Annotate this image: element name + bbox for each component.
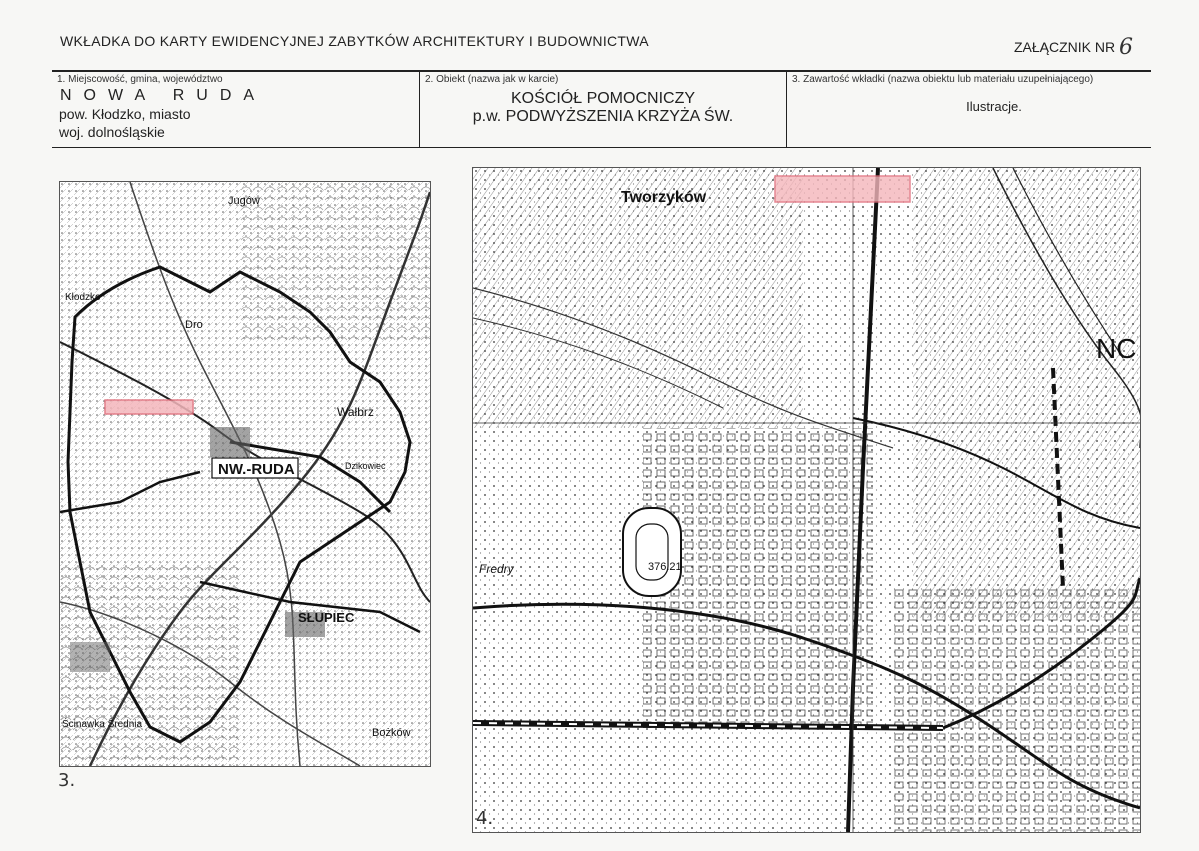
- annex-number: 6: [1119, 35, 1134, 60]
- locality-cell: [52, 72, 419, 147]
- map-label-klodzko: Kłodzko: [65, 292, 101, 303]
- voivodeship-line: woj. dolnośląskie: [59, 124, 165, 140]
- church-location-highlight: [105, 400, 193, 414]
- map-label-slupiec: SŁUPIEC: [298, 610, 355, 625]
- map-label-bozkow: Bożków: [372, 727, 411, 739]
- map-label-scinawka: Ścinawka Średnia: [62, 719, 143, 730]
- locality-label: 1. Miejscowość, gmina, województwo: [57, 74, 223, 85]
- map-label-nc: NC: [1096, 333, 1137, 364]
- map-label-tworzykow: Tworzyków: [621, 189, 707, 206]
- figure-4-label: 4.: [476, 808, 494, 829]
- map-label-walbrz: Wałbrz: [337, 405, 374, 419]
- map-label-fredry: Fredry: [479, 562, 514, 576]
- content-value: Ilustracje.: [966, 99, 1022, 114]
- town-label: NW.-RUDA: [218, 461, 295, 478]
- content-cell: [786, 72, 1151, 147]
- city-map-drawing: [473, 168, 1140, 832]
- annex-label: [1014, 33, 1133, 58]
- form-table: [52, 70, 1151, 148]
- map-label-elevation: 376.21: [648, 561, 682, 573]
- regional-map: [59, 181, 431, 767]
- map-label-dzikowiec: Dzikowiec: [345, 461, 386, 471]
- figure-3-label: 3.: [58, 770, 76, 791]
- locality-name: NOWA RUDA: [60, 87, 267, 104]
- church-location-highlight: [775, 176, 910, 202]
- object-dedication: p.w. PODWYŻSZENIA KRZYŻA ŚW.: [472, 108, 734, 125]
- county-line: pow. Kłodzko, miasto: [59, 106, 191, 122]
- object-name: KOŚCIÓŁ POMOCNICZY: [510, 90, 696, 107]
- map-label-dro: Dro: [185, 319, 203, 331]
- object-cell: [419, 72, 786, 147]
- city-map: [472, 167, 1141, 833]
- document-title: WKŁADKA DO KARTY EWIDENCYJNEJ ZABYTKÓW ARCHITEKTURY I BUDOWNICTWA: [60, 33, 649, 49]
- stadium: [623, 508, 681, 596]
- annex-label-text: ZAŁĄCZNIK NR: [1014, 39, 1116, 55]
- map-label-jugow: Jugów: [228, 195, 260, 207]
- content-label: 3. Zawartość wkładki (nazwa obiektu lub materiału uzupełniającego): [792, 74, 1094, 85]
- regional-map-drawing: [60, 182, 430, 766]
- object-label: 2. Obiekt (nazwa jak w karcie): [425, 74, 559, 85]
